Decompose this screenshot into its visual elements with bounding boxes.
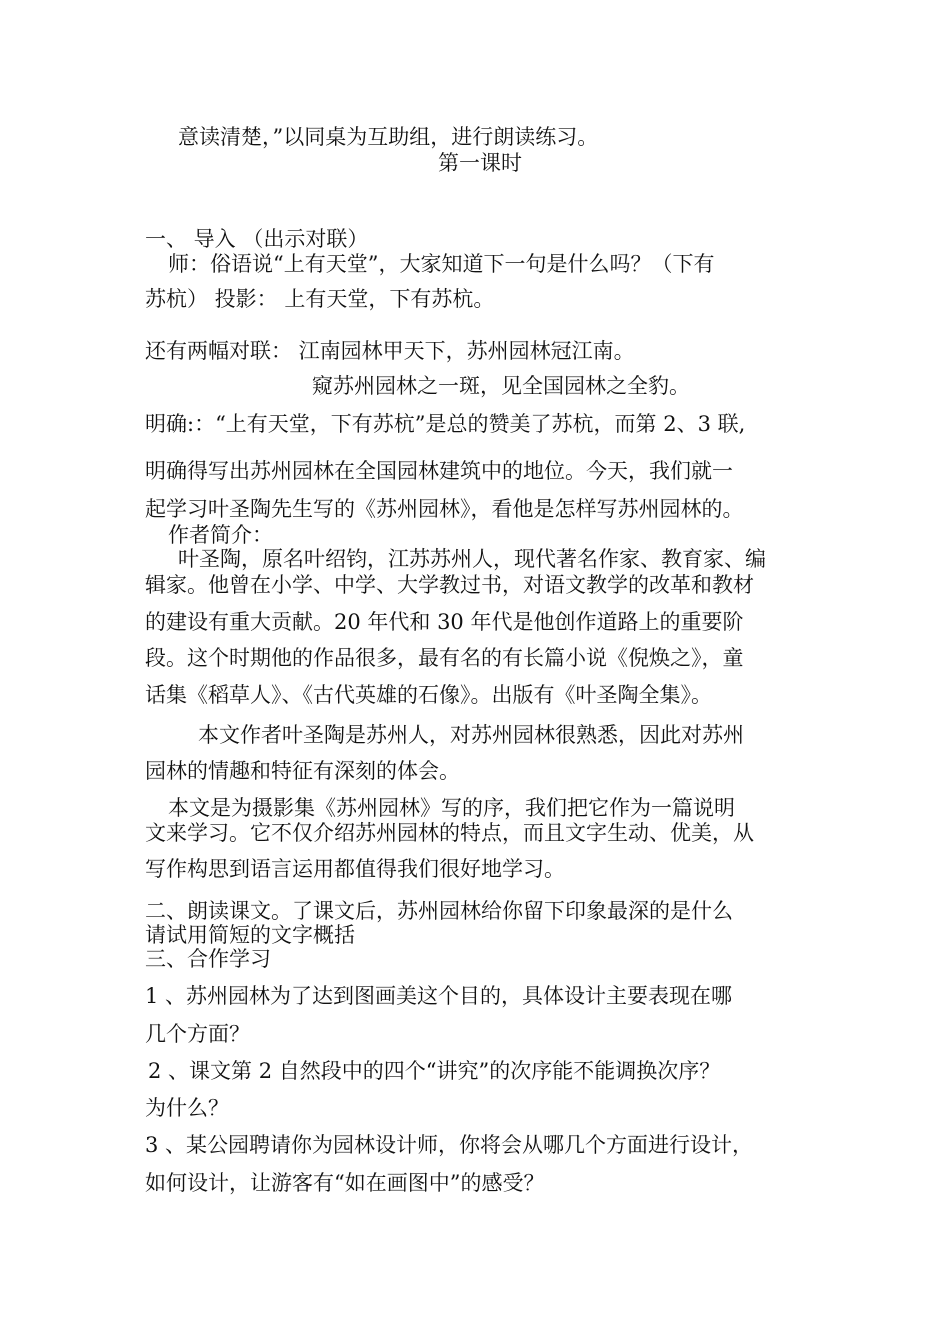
text-line: 本文作者叶圣陶是苏州人，对苏州园林很熟悉，因此对苏州: [198, 723, 744, 747]
text-line-couplets: 还有两幅对联： 江南园林甲天下，苏州园林冠江南。: [145, 339, 635, 363]
text-line: 本文是为摄影集《苏州园林》写的序，我们把它作为一篇说明: [168, 796, 735, 820]
lesson-title: 第一课时: [438, 151, 522, 175]
question-1-cont: 几个方面？: [145, 1022, 250, 1046]
text-line: 的建设有重大贡献。20 年代和 30 年代是他创作道路上的重要阶: [145, 610, 744, 634]
text-line: 写作构思到语言运用都值得我们很好地学习。: [145, 857, 565, 881]
question-2: 2 、课文第 2 自然段中的四个“讲究”的次序能不能调换次序？: [148, 1059, 721, 1083]
section-heading-intro: 一、 导入 （出示对联）: [145, 227, 369, 251]
section-heading-reading: 二、朗读课文。了课文后，苏州园林给你留下印象最深的是什么: [145, 899, 733, 923]
question-3-cont: 如何设计，让游客有“如在画图中”的感受？: [145, 1171, 545, 1195]
text-line: 段。这个时期他的作品很多，最有名的有长篇小说《倪焕之》，童: [145, 646, 744, 670]
section-heading-author: 作者简介：: [168, 523, 273, 547]
text-line: 师：俗语说“上有天堂”，大家知道下一句是什么吗？（下有: [168, 252, 715, 276]
text-line-couplet: 窥苏州园林之一斑，见全国园林之全豹。: [312, 374, 690, 398]
text-line: 叶圣陶，原名叶绍钧，江苏苏州人，现代著名作家、教育家、编: [178, 547, 766, 571]
question-1: 1 、苏州园林为了达到图画美这个目的，具体设计主要表现在哪: [145, 984, 733, 1008]
text-line: 明确得写出苏州园林在全国园林建筑中的地位。今天，我们就一: [145, 459, 733, 483]
text-line: 话集《稻草人》、《古代英雄的石像》。出版有《叶圣陶全集》。: [145, 683, 712, 707]
text-line: 园林的情趣和特征有深刻的体会。: [145, 759, 460, 783]
text-line: 请试用简短的文字概括: [145, 923, 355, 947]
text-line-reading-practice: 意读清楚，”以同桌为互助组，进行朗读练习。: [178, 125, 599, 149]
text-line: 文来学习。它不仅介绍苏州园林的特点，而且文字生动、优美，从: [145, 821, 754, 845]
question-3: 3 、某公园聘请你为园林设计师，你将会从哪几个方面进行设计，: [145, 1133, 754, 1157]
text-line: 苏杭） 投影： 上有天堂，下有苏杭。: [145, 287, 495, 311]
section-heading-cooperative: 三、合作学习: [145, 947, 271, 971]
question-2-cont: 为什么？: [145, 1096, 229, 1120]
text-line: 辑家。他曾在小学、中学、大学教过书，对语文教学的改革和教材: [145, 573, 754, 597]
text-line: 起学习叶圣陶先生写的《苏州园林》，看他是怎样写苏州园林的。: [145, 497, 744, 521]
text-line: 明确:：“上有天堂，下有苏杭”是总的赞美了苏杭，而第 2、3 联,: [145, 412, 746, 436]
